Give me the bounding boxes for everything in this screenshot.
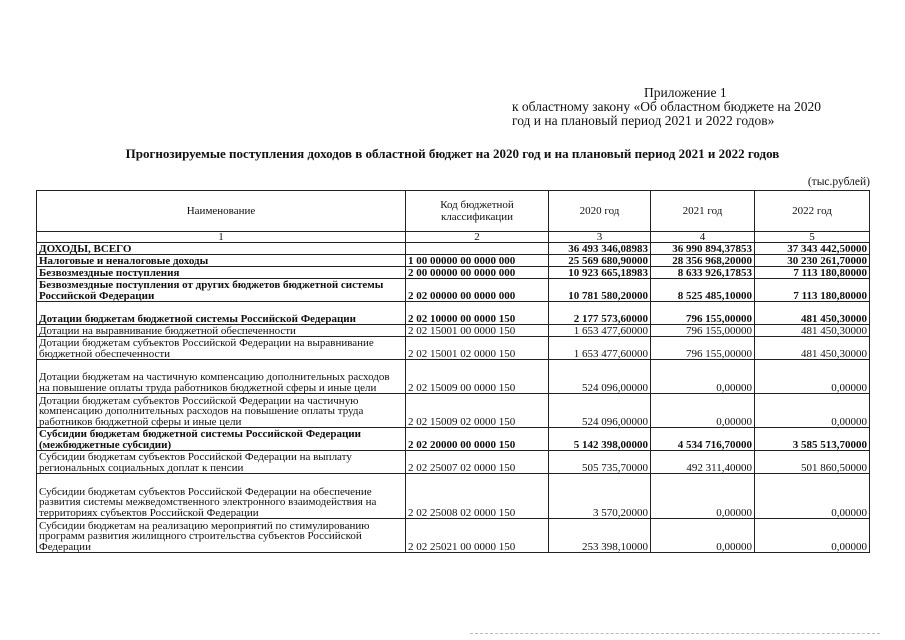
row-code: 2 02 15001 00 0000 150 <box>406 325 549 337</box>
row-code: 2 02 15009 02 0000 150 <box>406 394 549 428</box>
row-value-2022: 7 113 180,80000 <box>755 279 870 302</box>
row-value-2021: 796 155,00000 <box>651 302 755 325</box>
row-value-2020: 3 570,20000 <box>549 474 651 519</box>
row-name: Субсидии бюджетам на реализацию мероприятий по стимулированию программ развития жилищного строительства субъектов Российской Федерации <box>37 519 406 553</box>
scan-artifact-line <box>470 633 880 636</box>
row-value-2020: 10 923 665,18983 <box>549 267 651 279</box>
row-value-2022: 501 860,50000 <box>755 451 870 474</box>
document-title: Прогнозируемые поступления доходов в областной бюджет на 2020 год и на плановый период 2021 и 2022 годов <box>125 146 780 161</box>
row-name: Субсидии бюджетам субъектов Российской Федерации на выплату региональных социальных доплат к пенсии <box>37 451 406 474</box>
table-row <box>37 243 870 255</box>
table-row <box>37 337 870 360</box>
row-code: 2 02 00000 00 0000 000 <box>406 279 549 302</box>
row-name: ДОХОДЫ, ВСЕГО <box>37 243 406 255</box>
row-value-2022: 30 230 261,70000 <box>755 255 870 267</box>
row-value-2021: 4 534 716,70000 <box>651 428 755 451</box>
appendix-line-1: к областному закону «Об областном бюджете на 2020 <box>512 99 821 114</box>
table-row <box>37 360 870 394</box>
row-value-2021: 28 356 968,20000 <box>651 255 755 267</box>
units-label: (тыс.рублей) <box>807 176 870 188</box>
revenue-table <box>36 190 870 553</box>
row-value-2022: 37 343 442,50000 <box>755 243 870 255</box>
row-value-2020: 5 142 398,00000 <box>549 428 651 451</box>
row-value-2020: 524 096,00000 <box>549 394 651 428</box>
row-code: 2 02 10000 00 0000 150 <box>406 302 549 325</box>
row-value-2020: 1 653 477,60000 <box>549 325 651 337</box>
row-value-2022: 0,00000 <box>755 474 870 519</box>
table-row <box>37 428 870 451</box>
row-value-2020: 10 781 580,20000 <box>549 279 651 302</box>
table-row <box>37 255 870 267</box>
appendix-line-2: год и на плановый период 2021 и 2022 годов» <box>512 113 775 128</box>
row-value-2022: 3 585 513,70000 <box>755 428 870 451</box>
header-2022: 2022 год <box>755 191 870 232</box>
row-value-2021: 0,00000 <box>651 360 755 394</box>
header-name: Наименование <box>37 191 406 232</box>
row-value-2022: 481 450,30000 <box>755 325 870 337</box>
row-value-2021: 492 311,40000 <box>651 451 755 474</box>
row-value-2021: 36 990 894,37853 <box>651 243 755 255</box>
row-value-2022: 0,00000 <box>755 394 870 428</box>
row-code <box>406 243 549 255</box>
row-value-2020: 36 493 346,08983 <box>549 243 651 255</box>
row-value-2021: 8 525 485,10000 <box>651 279 755 302</box>
row-name: Безвозмездные поступления от других бюджетов бюджетной системы Российской Федерации <box>37 279 406 302</box>
row-name: Дотации бюджетам субъектов Российской Федерации на выравнивание бюджетной обеспеченности <box>37 337 406 360</box>
appendix-block <box>512 86 882 128</box>
row-name: Субсидии бюджетам бюджетной системы Российской Федерации (межбюджетные субсидии) <box>37 428 406 451</box>
column-number: 5 <box>755 232 870 243</box>
row-value-2022: 0,00000 <box>755 360 870 394</box>
row-value-2021: 796 155,00000 <box>651 325 755 337</box>
row-value-2022: 7 113 180,80000 <box>755 267 870 279</box>
table-row <box>37 325 870 337</box>
row-value-2022: 0,00000 <box>755 519 870 553</box>
row-value-2021: 0,00000 <box>651 394 755 428</box>
row-value-2021: 0,00000 <box>651 519 755 553</box>
table-row <box>37 519 870 553</box>
header-2020: 2020 год <box>549 191 651 232</box>
row-value-2022: 481 450,30000 <box>755 302 870 325</box>
row-name: Налоговые и неналоговые доходы <box>37 255 406 267</box>
table-row <box>37 451 870 474</box>
table-row <box>37 474 870 519</box>
row-code: 2 02 25007 02 0000 150 <box>406 451 549 474</box>
row-code: 2 02 15009 00 0000 150 <box>406 360 549 394</box>
header-code: Код бюджетной классификации <box>406 191 549 232</box>
row-code: 2 02 15001 02 0000 150 <box>406 337 549 360</box>
table-row <box>37 394 870 428</box>
row-value-2021: 0,00000 <box>651 474 755 519</box>
row-name: Дотации на выравнивание бюджетной обеспеченности <box>37 325 406 337</box>
row-name: Дотации бюджетам на частичную компенсацию дополнительных расходов на повышение оплаты труда работников бюджетной сферы и иные цели <box>37 360 406 394</box>
column-number: 4 <box>651 232 755 243</box>
row-value-2020: 2 177 573,60000 <box>549 302 651 325</box>
table-row <box>37 279 870 302</box>
column-number: 1 <box>37 232 406 243</box>
row-value-2022: 481 450,30000 <box>755 337 870 360</box>
column-number: 2 <box>406 232 549 243</box>
header-2021: 2021 год <box>651 191 755 232</box>
column-number-row <box>37 232 870 243</box>
row-name: Субсидии бюджетам субъектов Российской Федерации на обеспечение развития системы межведомственного электронного взаимодействия на территориях субъектов Российской Федерации <box>37 474 406 519</box>
row-code: 1 00 00000 00 0000 000 <box>406 255 549 267</box>
row-code: 2 02 20000 00 0000 150 <box>406 428 549 451</box>
row-code: 2 00 00000 00 0000 000 <box>406 267 549 279</box>
row-value-2020: 505 735,70000 <box>549 451 651 474</box>
row-value-2021: 796 155,00000 <box>651 337 755 360</box>
column-number: 3 <box>549 232 651 243</box>
row-name: Безвозмездные поступления <box>37 267 406 279</box>
row-value-2020: 253 398,10000 <box>549 519 651 553</box>
appendix-title: Приложение 1 <box>644 85 727 100</box>
row-name: Дотации бюджетам субъектов Российской Федерации на частичную компенсацию дополнительных расходов на повышение оплаты труда работников бюджетной сферы и иные цели <box>37 394 406 428</box>
row-value-2020: 1 653 477,60000 <box>549 337 651 360</box>
row-name: Дотации бюджетам бюджетной системы Российской Федерации <box>37 302 406 325</box>
row-value-2021: 8 633 926,17853 <box>651 267 755 279</box>
table-header-row <box>37 191 870 232</box>
row-value-2020: 25 569 680,90000 <box>549 255 651 267</box>
table-row <box>37 267 870 279</box>
table-row <box>37 302 870 325</box>
row-value-2020: 524 096,00000 <box>549 360 651 394</box>
row-code: 2 02 25021 00 0000 150 <box>406 519 549 553</box>
row-code: 2 02 25008 02 0000 150 <box>406 474 549 519</box>
